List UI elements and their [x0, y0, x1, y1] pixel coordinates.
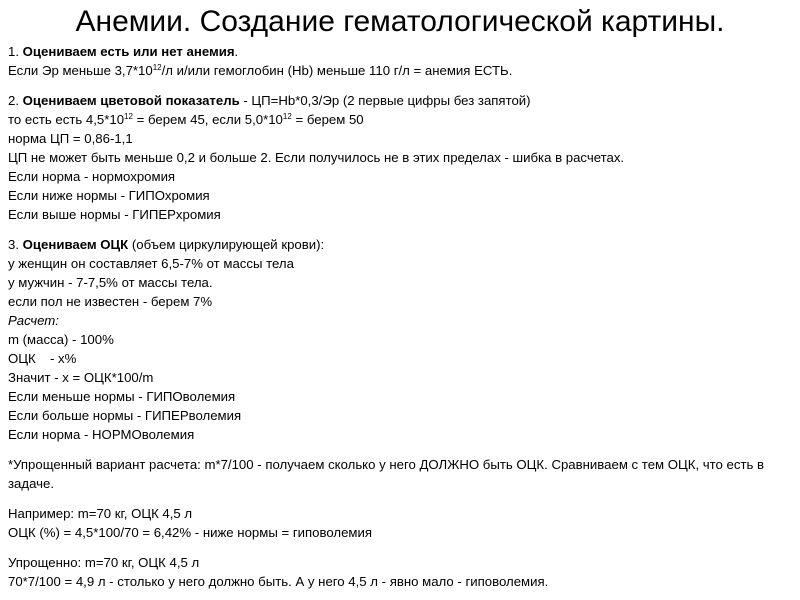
simplified-note: *Упрощенный вариант расчета: m*7/100 - получаем сколько у него ДОЛЖНО быть ОЦК. Сравниваем с тем ОЦК, что есть в задаче.	[8, 457, 765, 491]
section-1-dot: .	[234, 44, 239, 59]
section-3-line-10: Если больше нормы - ГИПЕРволемия	[8, 408, 242, 423]
section-2-formula: - ЦП=Hb*0,3/Эр (2 первые цифры без запятой)	[239, 93, 531, 108]
section-2-line-7: Если выше нормы - ГИПЕРхромия	[8, 207, 221, 222]
section-3-line-7-b: - x%	[50, 351, 77, 366]
section-2-line-2-a: то есть есть 4,5*10	[8, 112, 125, 127]
section-3-subtitle: (объем циркулирующей крови):	[128, 237, 325, 252]
section-2-line-2	[8, 110, 792, 129]
example-2-line-1: Упрощенно: m=70 кг, ОЦК 4,5 л	[8, 555, 200, 570]
section-2-line-2-c: = берем 50	[291, 112, 364, 127]
section-2-line-5: Если норма - нормохромия	[8, 169, 176, 184]
superscript: 12	[124, 112, 133, 121]
spacer	[8, 224, 792, 235]
section-3-line-3: у мужчин - 7-7,5% от массы тела.	[8, 275, 213, 290]
section-2-title: Оцениваем цветовой показатель	[22, 93, 240, 108]
section-1-line-2-b: /л и/или гемоглобин (Hb) меньше 110 г/л = анемия ЕСТЬ.	[161, 63, 513, 78]
section-3-line-7	[8, 349, 792, 368]
spacer	[8, 542, 792, 553]
superscript: 12	[152, 63, 162, 72]
section-3-line-6: m (масса) - 100%	[8, 332, 114, 347]
section-3-line-4: если пол не известен - берем 7%	[8, 294, 213, 309]
spacer	[8, 444, 792, 455]
example-1-line-1: Например: m=70 кг, ОЦК 4,5 л	[8, 506, 193, 521]
section-3-number: 3.	[8, 237, 23, 252]
example-1-line-2: ОЦК (%) = 4,5*100/70 = 6,42% - ниже нормы = гиповолемия	[8, 525, 372, 540]
section-1-line-2	[8, 61, 792, 80]
slide-content	[8, 42, 792, 591]
section-1-title: Оцениваем есть или нет анемия	[22, 44, 235, 59]
section-1-number: 1.	[8, 44, 23, 59]
section-3-title: Оцениваем ОЦК	[22, 237, 129, 252]
superscript: 12	[282, 112, 292, 121]
section-2-line-6: Если ниже нормы - ГИПОхромия	[8, 188, 210, 203]
spacer	[8, 493, 792, 504]
section-2-heading	[8, 91, 792, 110]
section-3-line-8: Значит - x = ОЦК*100/m	[8, 370, 154, 385]
section-3-line-5	[8, 311, 792, 330]
section-2-line-2-b: = берем 45, если 5,0*10	[132, 112, 283, 127]
section-3-line-9: Если меньше нормы - ГИПОволемия	[8, 389, 236, 404]
spacer	[8, 80, 792, 91]
calculation-label: Расчет:	[8, 313, 59, 328]
slide-title: Анемии. Создание гематологической картины.	[75, 5, 725, 38]
section-3-line-7-a: ОЦК	[8, 351, 36, 366]
section-2-line-3: норма ЦП = 0,86-1,1	[8, 131, 133, 146]
section-3-heading	[8, 235, 792, 254]
section-3-line-11: Если норма - НОРМОволемия	[8, 427, 195, 442]
section-2-number: 2.	[8, 93, 23, 108]
section-1-heading	[8, 42, 792, 61]
section-2-line-4: ЦП не может быть меньше 0,2 и больше 2. Если получилось не в этих пределах - шибка в расчетах.	[8, 150, 625, 165]
section-1-line-2-a: Если Эр меньше 3,7*10	[8, 63, 153, 78]
example-2-line-2: 70*7/100 = 4,9 л - столько у него должно быть. А у него 4,5 л - явно мало - гиповолемия.	[8, 574, 549, 589]
section-3-line-2: у женщин он составляет 6,5-7% от массы тела	[8, 256, 294, 271]
